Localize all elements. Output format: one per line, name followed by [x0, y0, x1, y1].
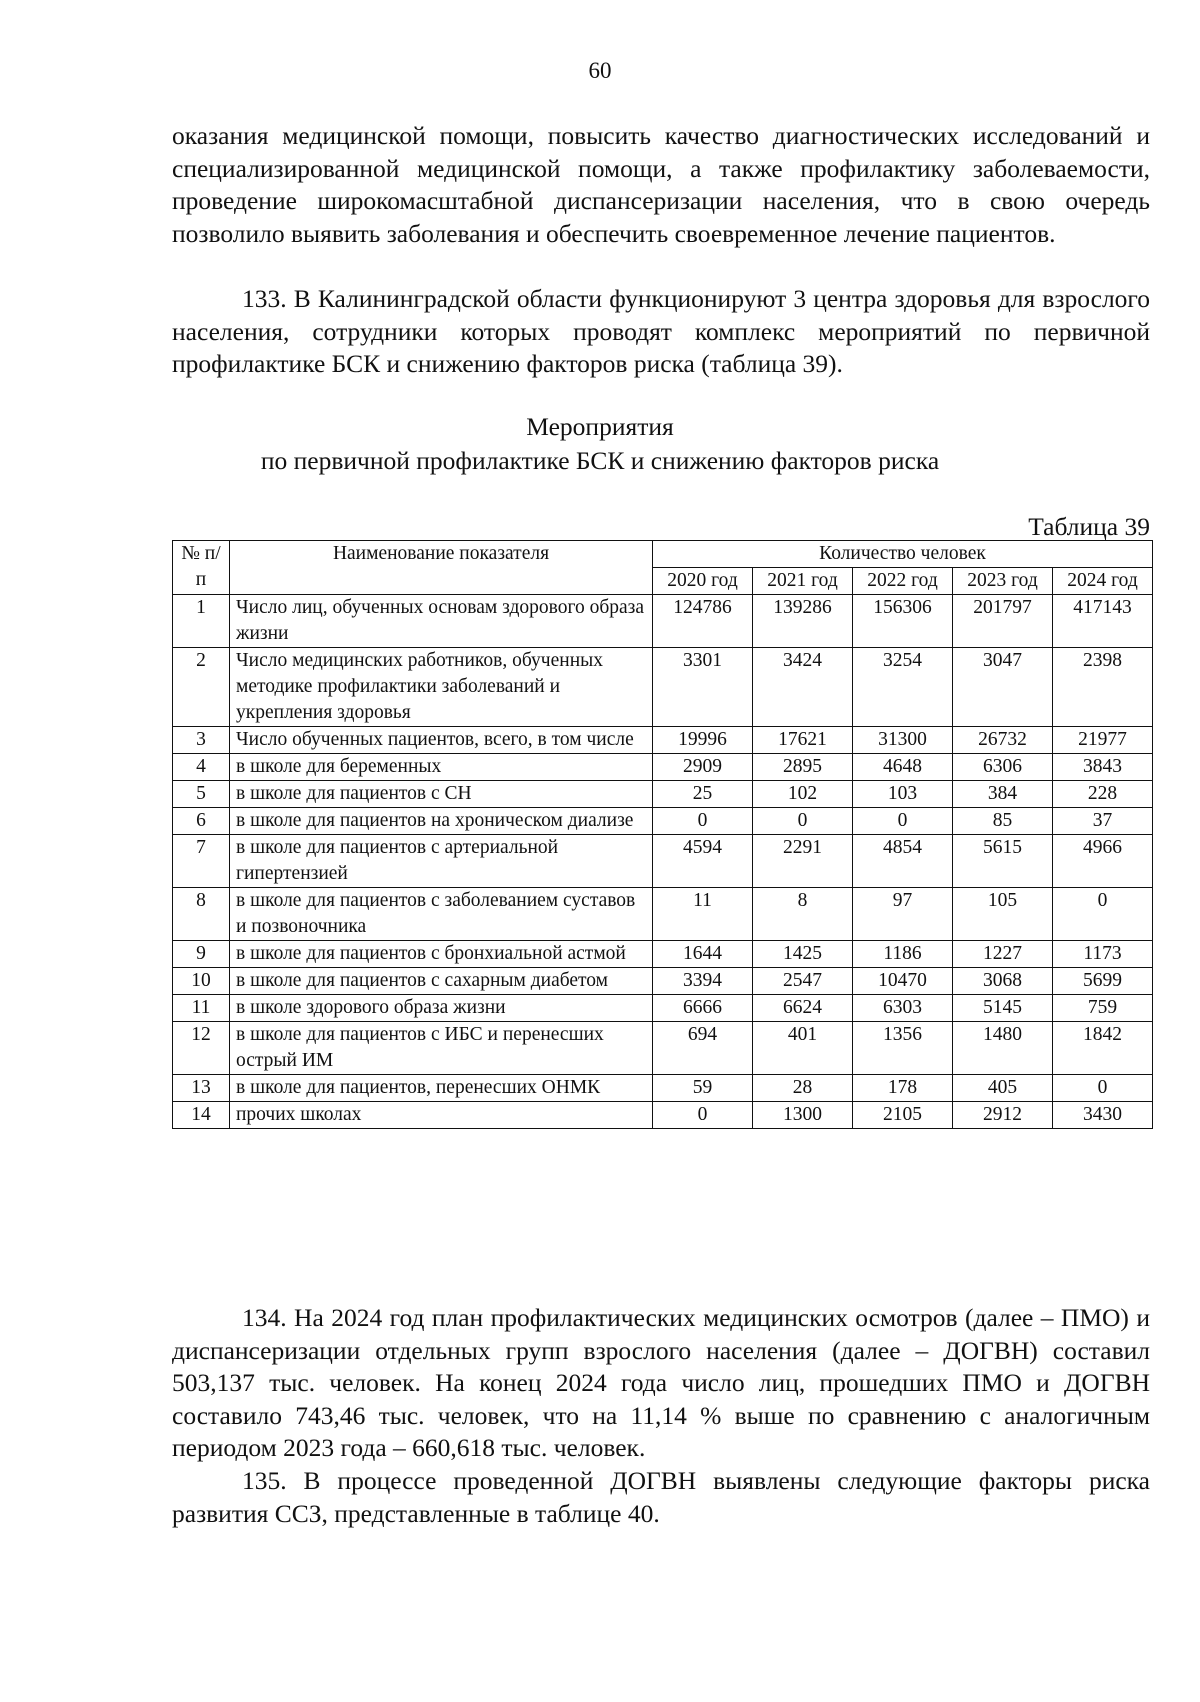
table-row [173, 941, 1153, 968]
row-value: 102 [753, 781, 853, 808]
row-indicator-name: в школе для пациентов с артериальной гипертензией [230, 835, 653, 888]
row-value: 405 [953, 1075, 1053, 1102]
table-row [173, 835, 1153, 888]
row-value: 0 [653, 1102, 753, 1129]
row-value: 0 [653, 808, 753, 835]
row-number: 4 [173, 754, 230, 781]
row-value: 1356 [853, 1022, 953, 1075]
row-value: 2105 [853, 1102, 953, 1129]
row-number: 10 [173, 968, 230, 995]
row-number: 13 [173, 1075, 230, 1102]
table-row [173, 754, 1153, 781]
row-value: 4648 [853, 754, 953, 781]
row-indicator-name: в школе для пациентов с заболеванием суставов и позвоночника [230, 888, 653, 941]
row-value: 3394 [653, 968, 753, 995]
row-value: 3843 [1053, 754, 1153, 781]
header-row-1 [173, 541, 1153, 568]
row-indicator-name: Число лиц, обученных основам здорового образа жизни [230, 595, 653, 648]
row-value: 2895 [753, 754, 853, 781]
table-label: Таблица 39 [1028, 512, 1150, 541]
row-value: 3301 [653, 648, 753, 727]
row-number: 11 [173, 995, 230, 1022]
row-value: 1480 [953, 1022, 1053, 1075]
table-row [173, 727, 1153, 754]
row-value: 5145 [953, 995, 1053, 1022]
row-indicator-name: в школе для пациентов на хроническом диализе [230, 808, 653, 835]
row-value: 2291 [753, 835, 853, 888]
row-value: 0 [853, 808, 953, 835]
header-year: 2022 год [853, 568, 953, 595]
row-value: 2909 [653, 754, 753, 781]
row-value: 3047 [953, 648, 1053, 727]
row-value: 1300 [753, 1102, 853, 1129]
header-group: Количество человек [653, 541, 1153, 568]
row-value: 3424 [753, 648, 853, 727]
row-value: 31300 [853, 727, 953, 754]
row-number: 5 [173, 781, 230, 808]
row-value: 156306 [853, 595, 953, 648]
row-value: 1425 [753, 941, 853, 968]
row-value: 105 [953, 888, 1053, 941]
table-title-line-1: Мероприятия [526, 412, 674, 441]
header-year: 2024 год [1053, 568, 1153, 595]
row-value: 401 [753, 1022, 853, 1075]
row-indicator-name: в школе для пациентов с сахарным диабетом [230, 968, 653, 995]
header-year: 2023 год [953, 568, 1053, 595]
row-number: 1 [173, 595, 230, 648]
row-value: 4854 [853, 835, 953, 888]
row-value: 85 [953, 808, 1053, 835]
row-number: 12 [173, 1022, 230, 1075]
row-indicator-name: Число медицинских работников, обученных методике профилактики заболеваний и укрепления здоровья [230, 648, 653, 727]
table-row [173, 1075, 1153, 1102]
row-value: 2912 [953, 1102, 1053, 1129]
row-value: 6303 [853, 995, 953, 1022]
table-title-line-2: по первичной профилактике БСК и снижению факторов риска [260, 446, 940, 475]
row-value: 37 [1053, 808, 1153, 835]
row-number: 7 [173, 835, 230, 888]
row-indicator-name: в школе для пациентов с СН [230, 781, 653, 808]
header-name: Наименование показателя [230, 541, 653, 595]
row-value: 6624 [753, 995, 853, 1022]
row-value: 1227 [953, 941, 1053, 968]
row-value: 5615 [953, 835, 1053, 888]
paragraph-135: 135. В процессе проведенной ДОГВН выявлены следующие факторы риска развития ССЗ, представленные в таблице 40. [172, 1466, 1150, 1528]
row-indicator-name: в школе для беременных [230, 754, 653, 781]
row-value: 228 [1053, 781, 1153, 808]
row-value: 17621 [753, 727, 853, 754]
row-value: 10470 [853, 968, 953, 995]
row-value: 2547 [753, 968, 853, 995]
table-row [173, 1022, 1153, 1075]
row-value: 19996 [653, 727, 753, 754]
row-value: 0 [753, 808, 853, 835]
row-value: 28 [753, 1075, 853, 1102]
row-indicator-name: в школе для пациентов, перенесших ОНМК [230, 1075, 653, 1102]
row-number: 2 [173, 648, 230, 727]
table-row [173, 1102, 1153, 1129]
row-value: 21977 [1053, 727, 1153, 754]
row-value: 3430 [1053, 1102, 1153, 1129]
row-value: 124786 [653, 595, 753, 648]
table-row [173, 781, 1153, 808]
row-value: 384 [953, 781, 1053, 808]
row-number: 6 [173, 808, 230, 835]
row-indicator-name: в школе для пациентов с ИБС и перенесших острый ИМ [230, 1022, 653, 1075]
row-value: 1842 [1053, 1022, 1153, 1075]
row-value: 3254 [853, 648, 953, 727]
table-row [173, 968, 1153, 995]
row-value: 11 [653, 888, 753, 941]
row-number: 9 [173, 941, 230, 968]
row-number: 14 [173, 1102, 230, 1129]
table-row [173, 808, 1153, 835]
row-value: 6306 [953, 754, 1053, 781]
row-value: 201797 [953, 595, 1053, 648]
table-title [0, 410, 1200, 478]
paragraph-intro: оказания медицинской помощи, повысить качество диагностических исследований и специализированной медицинской помощи, а также профилактику заболеваемости, проведение широкомасштабной диспансеризации населения, что в свою очередь позволило выявить заболевания и обеспечить своевременное лечение пациентов. [172, 121, 1150, 248]
table-row [173, 648, 1153, 727]
row-value: 25 [653, 781, 753, 808]
table-row [173, 595, 1153, 648]
row-value: 178 [853, 1075, 953, 1102]
row-value: 1173 [1053, 941, 1153, 968]
paragraph-133: 133. В Калининградской области функционируют 3 центра здоровья для взрослого населения, сотрудники которых проводят комплекс мероприятий по первичной профилактике БСК и снижению факторов риска (таблица 39). [172, 284, 1150, 378]
row-value: 103 [853, 781, 953, 808]
row-value: 759 [1053, 995, 1153, 1022]
header-year: 2021 год [753, 568, 853, 595]
row-value: 694 [653, 1022, 753, 1075]
header-num: № п/п [173, 541, 230, 595]
table-row [173, 888, 1153, 941]
row-indicator-name: прочих школах [230, 1102, 653, 1129]
row-indicator-name: в школе здорового образа жизни [230, 995, 653, 1022]
page-number: 60 [588, 58, 612, 83]
row-indicator-name: в школе для пациентов с бронхиальной астмой [230, 941, 653, 968]
row-value: 3068 [953, 968, 1053, 995]
header-year: 2020 год [653, 568, 753, 595]
row-value: 417143 [1053, 595, 1153, 648]
row-value: 4966 [1053, 835, 1153, 888]
row-value: 2398 [1053, 648, 1153, 727]
row-value: 1186 [853, 941, 953, 968]
row-value: 0 [1053, 1075, 1153, 1102]
row-value: 139286 [753, 595, 853, 648]
paragraph-134: 134. На 2024 год план профилактических медицинских осмотров (далее – ПМО) и диспансеризации отдельных групп взрослого населения (далее – ДОГВН) составил 503,137 тыс. человек. На конец 2024 года число лиц, прошедших ПМО и ДОГВН составило 743,46 тыс. человек, что на 11,14 % выше по сравнению с аналогичным периодом 2023 года – 660,618 тыс. человек. [172, 1303, 1150, 1462]
row-value: 1644 [653, 941, 753, 968]
measures-table [172, 540, 1153, 1129]
row-value: 59 [653, 1075, 753, 1102]
row-value: 0 [1053, 888, 1153, 941]
row-value: 4594 [653, 835, 753, 888]
row-value: 26732 [953, 727, 1053, 754]
table-row [173, 995, 1153, 1022]
row-value: 97 [853, 888, 953, 941]
row-value: 6666 [653, 995, 753, 1022]
row-indicator-name: Число обученных пациентов, всего, в том числе [230, 727, 653, 754]
row-number: 3 [173, 727, 230, 754]
row-value: 5699 [1053, 968, 1153, 995]
row-number: 8 [173, 888, 230, 941]
row-value: 8 [753, 888, 853, 941]
